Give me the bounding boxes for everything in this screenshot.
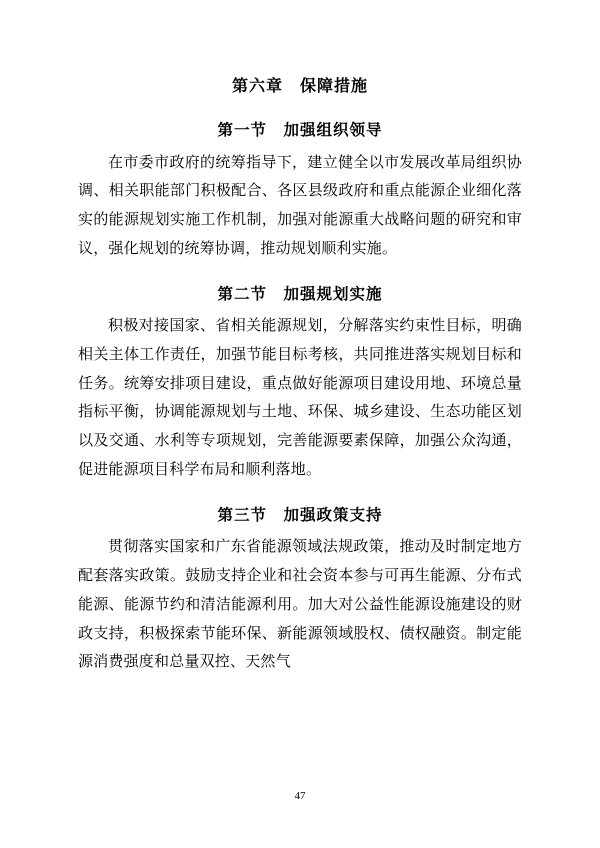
page-number: 47 [294, 790, 306, 802]
paragraph: 贯彻落实国家和广东省能源领域法规政策，推动及时制定地方配套落实政策。鼓励支持企业和社会资本参与可再生能源、分布式能源、能源节约和清洁能源利用。加大对公益性能源设施建设的财政支持，积极探索节能环保、新能源领域股权、债权融资。制定能源消费强度和总量双控、天然气 [78, 537, 522, 671]
chapter-title: 第六章 保障措施 [231, 76, 368, 95]
section-title-1: 第一节 加强组织领导 [217, 121, 383, 140]
section-title-3: 第三节 加强政策支持 [217, 505, 383, 524]
page-content [78, 60, 522, 676]
paragraph: 在市委市政府的统筹指导下，建立健全以市发展改革局组织协调、相关职能部门积极配合、各区县级政府和重点能源企业细化落实的能源规划实施工作机制，加强对能源重大战略问题的研究和审议，强化规划的统筹协调，推动规划顺利实施。 [78, 152, 522, 257]
section-title-2: 第二节 加强规划实施 [217, 284, 383, 303]
paragraph: 积极对接国家、省相关能源规划，分解落实约束性目标，明确相关主体工作责任，加强节能目标考核，共同推进落实规划目标和任务。统筹安排项目建设，重点做好能源项目建设用地、环境总量指标平衡，协调能源规划与土地、环保、城乡建设、生态功能区划以及交通、水利等专项规划，完善能源要素保障，加强公众沟通，促进能源项目科学布局和顺利落地。 [78, 316, 522, 479]
